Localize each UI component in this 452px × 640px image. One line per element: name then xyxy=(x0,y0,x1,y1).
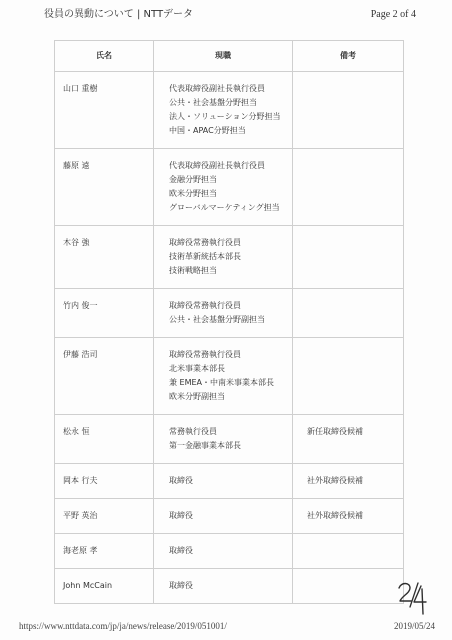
note-text: 社外取締役候補 xyxy=(307,476,363,485)
note-cell xyxy=(293,464,404,499)
current-role-lines xyxy=(169,289,284,337)
source-url: https://www.nttdata.com/jp/ja/news/release/2019/051001/ xyxy=(19,621,227,631)
officer-name-cell xyxy=(55,289,154,338)
current-role-lines xyxy=(169,226,284,288)
note-cell xyxy=(293,499,404,534)
note-cell xyxy=(293,569,404,604)
current-role-line: 欧米分野担当 xyxy=(169,189,217,198)
current-role-lines xyxy=(169,534,284,568)
officer-name-cell xyxy=(55,569,154,604)
print-date: 2019/05/24 xyxy=(393,621,435,631)
current-role-line: 取締役常務執行役員 xyxy=(169,350,241,359)
note-text: 新任取締役候補 xyxy=(307,427,363,436)
current-role-line: 金融分野担当 xyxy=(169,175,217,184)
table-row xyxy=(55,534,404,569)
officer-table-wrap xyxy=(54,40,403,604)
current-role-lines xyxy=(169,464,284,498)
note-text xyxy=(307,149,395,169)
note-text xyxy=(307,72,395,92)
current-role-line: 取締役 xyxy=(169,546,193,555)
officer-name-cell xyxy=(55,338,154,415)
note-cell xyxy=(293,149,404,226)
current-role-line: 取締役 xyxy=(169,581,193,590)
officer-name-cell xyxy=(55,499,154,534)
current-role-line: グローバルマーケティング担当 xyxy=(169,203,280,212)
officer-name-cell xyxy=(55,464,154,499)
officer-name: 山口 重樹 xyxy=(63,84,98,93)
officer-name: 岡本 行夫 xyxy=(63,476,98,485)
officer-name: 竹内 俊一 xyxy=(63,301,98,310)
officer-name: 松永 恒 xyxy=(63,427,90,436)
current-role-line: 公共・社会基盤分野担当 xyxy=(169,98,257,107)
current-role-lines xyxy=(169,415,284,463)
page-indicator: Page 2 of 4 xyxy=(370,9,416,20)
current-role-line: 公共・社会基盤分野副担当 xyxy=(169,315,265,324)
current-role-cell xyxy=(154,534,293,569)
table-row xyxy=(55,289,404,338)
note-cell xyxy=(293,72,404,149)
document-title: 役員の異動について | NTTデータ xyxy=(44,9,194,20)
current-role-line: 代表取締役副社長執行役員 xyxy=(169,161,265,170)
officer-name-cell xyxy=(55,72,154,149)
officer-name-cell xyxy=(55,149,154,226)
current-role-line: 欧米分野副担当 xyxy=(169,392,225,401)
officer-name-cell xyxy=(55,534,154,569)
current-role-cell xyxy=(154,464,293,499)
table-row xyxy=(55,464,404,499)
table-row xyxy=(55,338,404,415)
current-role-line: 代表取締役副社長執行役員 xyxy=(169,84,265,93)
table-row xyxy=(55,415,404,464)
table-header-row xyxy=(55,41,404,72)
current-role-cell xyxy=(154,149,293,226)
note-cell xyxy=(293,534,404,569)
current-role-cell xyxy=(154,338,293,415)
table-body xyxy=(55,72,404,604)
table-row xyxy=(55,499,404,534)
note-text xyxy=(307,338,395,358)
current-role-line: 技術戦略担当 xyxy=(169,266,217,275)
current-role-lines xyxy=(169,72,284,148)
table-row xyxy=(55,569,404,604)
current-role-cell xyxy=(154,226,293,289)
current-role-line: 取締役 xyxy=(169,511,193,520)
current-role-lines xyxy=(169,149,284,225)
current-role-lines xyxy=(169,499,284,533)
note-text: 社外取締役候補 xyxy=(307,511,363,520)
note-text xyxy=(307,226,395,246)
officer-name: 平野 英治 xyxy=(63,511,98,520)
current-role-line: 第一金融事業本部長 xyxy=(169,441,241,450)
current-role-line: 常務執行役員 xyxy=(169,427,217,436)
officer-name-cell xyxy=(55,226,154,289)
current-role-line: 取締役常務執行役員 xyxy=(169,238,241,247)
current-role-lines xyxy=(169,338,284,414)
note-text xyxy=(307,534,395,554)
column-header-note: 備考 xyxy=(293,41,404,72)
table-row xyxy=(55,72,404,149)
table-row xyxy=(55,226,404,289)
current-role-line: 兼 EMEA・中南米事業本部長 xyxy=(169,378,275,387)
current-role-line: 取締役 xyxy=(169,476,193,485)
officer-name-cell xyxy=(55,415,154,464)
officer-name: 海老原 孝 xyxy=(63,546,98,555)
current-role-cell xyxy=(154,289,293,338)
note-text xyxy=(307,289,395,309)
page-header xyxy=(44,9,416,21)
current-role-line: 法人・ソリューション分野担当 xyxy=(169,112,281,121)
current-role-cell xyxy=(154,569,293,604)
column-header-current-role: 現職 xyxy=(154,41,293,72)
page-footer xyxy=(19,621,435,631)
current-role-line: 中国・APAC分野担当 xyxy=(169,126,246,135)
current-role-line: 北米事業本部長 xyxy=(169,364,225,373)
current-role-cell xyxy=(154,415,293,464)
handwritten-page-mark-icon xyxy=(392,578,432,618)
officer-name: John McCain xyxy=(63,581,113,590)
officer-name: 伊藤 浩司 xyxy=(63,350,98,359)
current-role-cell xyxy=(154,499,293,534)
table-row xyxy=(55,149,404,226)
note-text xyxy=(307,569,395,589)
officer-name: 木谷 強 xyxy=(63,238,90,247)
officer-table xyxy=(54,40,404,604)
column-header-name: 氏名 xyxy=(55,41,154,72)
note-cell xyxy=(293,338,404,415)
current-role-cell xyxy=(154,72,293,149)
officer-name: 藤原 遠 xyxy=(63,161,90,170)
note-cell xyxy=(293,226,404,289)
current-role-line: 技術革新統括本部長 xyxy=(169,252,241,261)
current-role-line: 取締役常務執行役員 xyxy=(169,301,241,310)
current-role-lines xyxy=(169,569,284,603)
note-cell xyxy=(293,289,404,338)
note-cell xyxy=(293,415,404,464)
